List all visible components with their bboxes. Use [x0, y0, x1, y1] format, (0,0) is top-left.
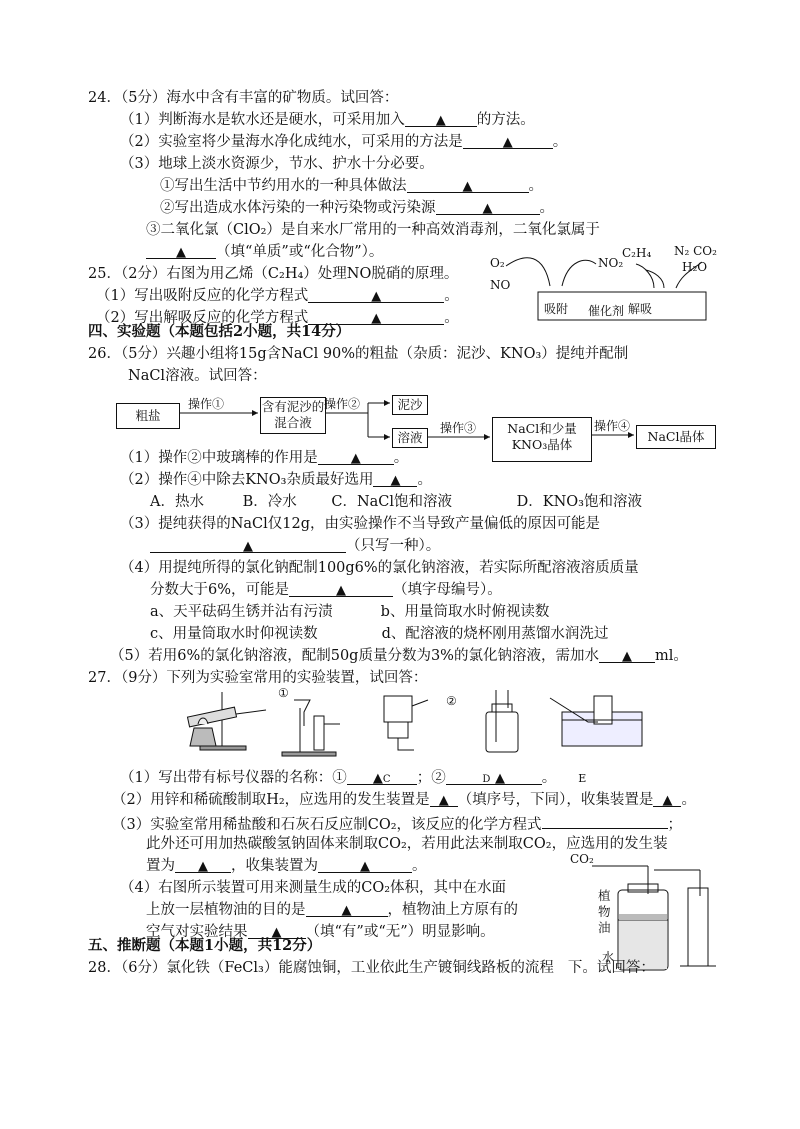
q27-part1-text: （1）写出带有标号仪器的名称：① — [120, 770, 347, 786]
mixture-line2: 混合液 — [274, 415, 312, 430]
section-4-title: 四、实验题（本题包括2小题，共14分） — [88, 323, 351, 340]
label-n2co2: N₂ CO₂ — [674, 244, 717, 258]
answer-marker: ▲ — [360, 859, 370, 874]
answer-blank[interactable] — [446, 768, 542, 785]
q28-header-tail: 下。试回答： — [567, 960, 655, 976]
answer-blank[interactable] — [373, 470, 417, 487]
option-b[interactable]: B．冷水 — [242, 494, 297, 510]
answer-marker: ▲ — [271, 925, 282, 940]
q24-part3-2 — [160, 198, 554, 218]
crystals-line2: KNO₃晶体 — [511, 437, 573, 452]
arrow-no2-in — [636, 264, 654, 288]
answer-marker: ▲ — [662, 793, 673, 808]
answer-marker: ▲ — [336, 583, 347, 598]
q27-part1 — [120, 768, 586, 789]
box-crude-salt: 粗盐 — [116, 403, 180, 429]
answer-marker: ▲ — [198, 859, 208, 874]
q25-part1 — [96, 286, 459, 306]
answer-blank[interactable] — [347, 768, 417, 785]
answer-marker: ▲ — [438, 793, 449, 808]
co2-measurement-drawing — [568, 850, 728, 970]
q27-part2-tail: 。 — [681, 792, 696, 808]
q27-part3f-text: 。 — [412, 858, 427, 874]
q27-part3-sep: ； — [667, 817, 683, 833]
q24-part2-tail: 。 — [552, 134, 568, 150]
answer-marker: ▲ — [372, 771, 383, 786]
q24-part3-2-text: ②写出造成水体污染的一种污染物或污染源 — [160, 200, 436, 216]
q25-header: 25．（2分）右图为用乙烯（C₂H₄）处理NO脱硝的原理。 — [88, 266, 459, 282]
q27-part3 — [112, 812, 682, 835]
q25-part2-text: （2）写出解吸反应的化学方程式 — [96, 310, 309, 326]
answer-blank[interactable] — [407, 176, 529, 193]
q24-part1-tail: 的方法。 — [476, 112, 535, 128]
answer-blank[interactable] — [653, 790, 681, 807]
label-adsorb: 吸附 — [544, 302, 569, 316]
answer-blank[interactable] — [436, 198, 540, 215]
answer-marker: ▲ — [243, 539, 253, 554]
q27-part4e-text: （填“有”或“无”）明显影响。 — [305, 924, 495, 940]
q26-part2 — [120, 470, 432, 490]
mixture-line1: 含有泥沙的 — [261, 399, 325, 414]
q28-header — [88, 958, 655, 978]
answer-blank[interactable] — [463, 132, 553, 149]
answer-blank[interactable] — [318, 856, 412, 873]
q26-choices-row1 — [150, 602, 549, 622]
apparatus-d — [486, 690, 518, 752]
co2-measurement-figure — [568, 850, 728, 970]
q25-part2-tail: 。 — [444, 310, 459, 326]
box-sand: 泥沙 — [392, 395, 428, 415]
label-op1: 操作① — [188, 397, 225, 411]
q27-part1-tail: 。 — [541, 770, 557, 786]
denitration-diagram — [486, 244, 726, 324]
label-instrument-1: ① — [278, 686, 289, 700]
answer-marker: ▲ — [502, 135, 513, 150]
answer-blank[interactable] — [405, 110, 477, 127]
apparatus-drawings — [170, 686, 660, 766]
apparatus-a — [187, 692, 266, 750]
q27-part3-text: （3）实验室常用稀盐酸和石灰石反应制CO₂，该反应的化学方程式 — [112, 817, 542, 833]
answer-blank[interactable] — [318, 448, 394, 465]
q25-part1-text: （1）写出吸附反应的化学方程式 — [96, 288, 309, 304]
apparatus-e — [550, 696, 642, 746]
apparatus-b — [282, 700, 340, 756]
q24-part3-1-tail: 。 — [528, 178, 543, 194]
q26-part1 — [120, 448, 408, 468]
q24-part3-3b — [146, 242, 383, 262]
crystals-line1: NaCl和少量 — [507, 421, 577, 436]
label-op3: 操作③ — [440, 421, 477, 435]
q26-part5-tail: ml。 — [654, 648, 688, 664]
label-h2o: H₂O — [682, 260, 708, 274]
q26-part3: （3）提纯获得的NaCl仅12g，由实验操作不当导致产量偏低的原因可能是 — [120, 516, 601, 532]
answer-marker: ▲ — [371, 311, 382, 326]
q26-options — [150, 492, 642, 512]
choice-b[interactable]: b、用量筒取水时俯视读数 — [380, 604, 550, 620]
q26-part1-tail: 。 — [393, 450, 409, 466]
box-crystals — [492, 417, 592, 462]
q26-part3b-text: （只写一种）。 — [346, 538, 441, 554]
q26-part2-text: （2）操作④中除去KNO₃杂质最好选用 — [120, 472, 374, 488]
answer-blank[interactable] — [599, 646, 655, 663]
answer-marker: ▲ — [435, 113, 446, 128]
q27-part2-text: （2）用锌和稀硫酸制取H₂，应选用的发生装置是 — [112, 792, 430, 808]
oil-layer — [619, 914, 667, 920]
choice-d[interactable]: d、配溶液的烧杯刚用蒸馏水润洗过 — [381, 626, 609, 642]
label-catalyst: 催化剂 — [588, 304, 625, 318]
label-op4: 操作④ — [594, 419, 631, 433]
box-nacl-crystal: NaCl晶体 — [636, 425, 716, 449]
q27-part3d — [146, 856, 427, 876]
apparatus-letter-d: D — [482, 774, 491, 785]
answer-blank[interactable] — [542, 812, 668, 829]
q24-part3-2-tail: 。 — [539, 200, 554, 216]
choice-a[interactable]: a、天平砝码生锈并沾有污渍 — [150, 604, 333, 620]
answer-blank[interactable] — [289, 580, 393, 597]
q27-part4b — [146, 900, 518, 920]
apparatus-letter-e: E — [578, 772, 587, 785]
q27-part4b-text: 上放一层植物油的目的是 — [146, 902, 306, 918]
choice-c[interactable]: c、用量筒取水时仰视读数 — [150, 626, 318, 642]
label-water: 水 — [602, 950, 615, 964]
label-desorb: 解吸 — [628, 302, 653, 316]
q24-part2 — [120, 132, 567, 152]
q27-part4c-text: ，植物油上方原有的 — [387, 902, 518, 918]
apparatus-c — [384, 696, 428, 750]
arrow-o2-in — [506, 258, 550, 286]
answer-blank[interactable] — [150, 536, 346, 553]
label-op2: 操作② — [324, 397, 361, 411]
q27-part3c: 此外还可用加热碳酸氢钠固体来制取CO₂，若用此法来制取CO₂，应选用的发生装 — [146, 836, 668, 852]
q27-part2 — [112, 790, 696, 810]
q27-part1-sep: ；② — [416, 770, 446, 786]
q26-part4b-text: 分数大于6%，可能是 — [150, 582, 290, 598]
option-d[interactable]: D．KNO₃饱和溶液 — [516, 494, 642, 510]
q28-header-text: 28．（6分）氯化铁（FeCl₃）能腐蚀铜，工业依此生产镀铜线路板的流程 — [88, 960, 554, 976]
q27-part4: （4）右图所示装置可用来测量生成的CO₂体积，其中在水面 — [120, 880, 507, 896]
answer-marker: ▲ — [390, 473, 401, 488]
q27-part3d-text: 置为 — [146, 858, 175, 874]
box-mixture — [260, 397, 326, 434]
answer-marker: ▲ — [495, 771, 506, 786]
q24-part3: （3）地球上淡水资源少，节水、护水十分必要。 — [120, 156, 434, 172]
q27-part2-mid: （填序号，下同），收集装置是 — [457, 792, 654, 808]
q26-choices-row2 — [150, 624, 608, 644]
q26-part5 — [110, 646, 688, 666]
q24-part1 — [120, 110, 535, 130]
q26-header-2: NaCl溶液。试回答： — [128, 368, 267, 384]
section-5-title: 五、推断题（本题1小题，共12分） — [88, 937, 322, 954]
q26-part3b — [150, 536, 440, 556]
q24-part2-text: （2）实验室将少量海水净化成纯水，可采用的方法是 — [120, 134, 463, 150]
label-instrument-2: ② — [446, 694, 457, 708]
option-c[interactable]: C．NaCl饱和溶液 — [331, 494, 453, 510]
arrow-no2-out — [562, 260, 596, 286]
answer-blank[interactable] — [306, 900, 388, 917]
answer-blank[interactable] — [175, 856, 231, 873]
answer-marker: ▲ — [621, 649, 632, 664]
label-o2: O₂ — [490, 256, 505, 270]
label-c2h4: C₂H₄ — [622, 246, 652, 260]
q26-part4c-text: （填字母编号）。 — [393, 582, 502, 598]
answer-marker: ▲ — [341, 903, 352, 918]
q24-part1-text: （1）判断海水是软水还是硬水，可采用加入 — [120, 112, 405, 128]
option-a[interactable]: A．热水 — [150, 494, 204, 510]
q27-part3e-text: ，收集装置为 — [231, 858, 318, 874]
q26-part4: （4）用提纯所得的氯化钠配制100g6%的氯化钠溶液，若实际所配溶液溶质质量 — [120, 560, 639, 576]
q26-part2-tail: 。 — [417, 472, 432, 488]
answer-blank[interactable] — [146, 242, 216, 259]
q26-part4b — [150, 580, 502, 600]
q24-part3-1 — [160, 176, 543, 196]
answer-marker: ▲ — [482, 201, 493, 216]
q26-part1-text: （1）操作②中玻璃棒的作用是 — [120, 450, 318, 466]
q26-header: 26．（5分）兴趣小组将15g含NaCl 90%的粗盐（杂质：泥沙、KNO₃）提纯并配制 — [88, 346, 629, 362]
q26-part5-text: （5）若用6%的氯化钠溶液，配制50g质量分数为3%的氯化钠溶液，需加水 — [110, 648, 599, 664]
answer-blank[interactable] — [308, 286, 444, 303]
answer-blank[interactable] — [430, 790, 458, 807]
label-vegetable-oil: 植物油 — [598, 888, 611, 935]
apparatus-figure — [170, 686, 660, 766]
answer-marker: ▲ — [462, 179, 473, 194]
q24-part3-3b-text: （填“单质”或“化合物”）。 — [216, 244, 384, 260]
label-no: NO — [490, 278, 511, 292]
q24-header: 24．（5分）海水中含有丰富的矿物质。试回答： — [88, 90, 399, 106]
label-no2: NO₂ — [598, 256, 624, 270]
q25-part1-tail: 。 — [444, 288, 459, 304]
q27-header: 27．（9分）下列为实验室常用的实验装置，试回答： — [88, 670, 428, 686]
label-co2-inlet: CO₂ — [570, 852, 594, 866]
answer-marker: ▲ — [176, 245, 186, 260]
answer-marker: ▲ — [350, 451, 361, 466]
answer-marker: ▲ — [371, 289, 382, 304]
q24-part3-1-text: ①写出生活中节约用水的一种具体做法 — [160, 178, 407, 194]
apparatus-letter-c: C — [382, 774, 391, 785]
q24-part3-3: ③二氧化氯（ClO₂）是自来水厂常用的一种高效消毒剂，二氧化氯属于 — [146, 222, 600, 238]
box-solution: 溶液 — [392, 428, 428, 448]
q27-part4d-text: 空气对实验结果 — [146, 924, 248, 940]
